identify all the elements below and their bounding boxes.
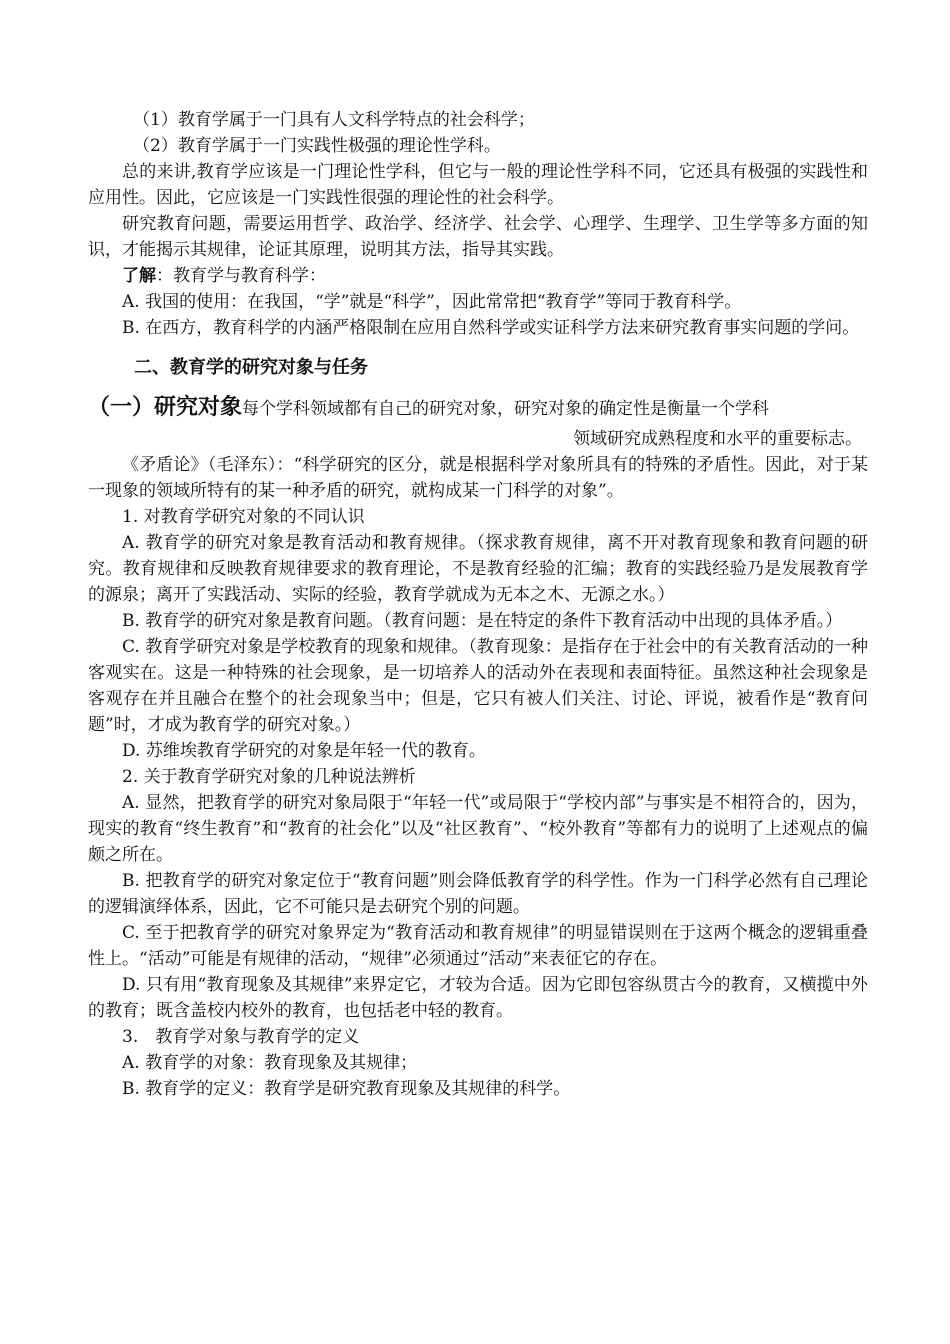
quote-paragraph: 《矛盾论》（毛泽东）：“科学研究的区分，就是根据科学对象所具有的特殊的矛盾性。因此，对于某一现象的领域所特有的某一种矛盾的研究，就构成某一门科学的对象”。 bbox=[88, 455, 868, 501]
analysis-item: D. 只有用“教育现象及其规律”来界定它，才较为合适。因为它即包容纵贯古今的教育，又横揽中外的教育；既含盖校内校外的教育，也包括老中轻的教育。 bbox=[88, 975, 868, 1021]
definition-item: B. 教育学的定义：教育学是研究教育现象及其规律的科学。 bbox=[122, 1079, 571, 1099]
point-1: （1）教育学属于一门具有人文科学特点的社会科学； bbox=[133, 110, 535, 130]
view-item: B. 教育学的研究对象是教育问题。（教育问题：是在特定的条件下教育活动中出现的具体矛盾。） bbox=[122, 611, 843, 631]
understand-label: 了解 bbox=[122, 266, 156, 286]
view-item: C. 教育学研究对象是学校教育的现象和规律。（教育现象：是指存在于社会中的有关教育活动的一种客观实在。这是一种特殊的社会现象，是一切培养人的活动外在表现和表面特征。虽然这种社会现象是客观存在并且融合在整个的社会现象当中；但是，它只有被人们关注、讨论、评说，被看作是“教育问题”时，才成为教育学的研究对象。） bbox=[88, 637, 868, 735]
knowledge-paragraph: 研究教育问题，需要运用哲学、政治学、经济学、社会学、心理学、生理学、卫生学等多方面的知识，才能揭示其规律，论证其原理，说明其方法，指导其实践。 bbox=[88, 214, 868, 260]
understand-line bbox=[88, 263, 868, 289]
analysis-item: C. 至于把教育学的研究对象界定为“教育活动和教育规律”的明显错误则在于这两个概念的逻辑重叠性上。“活动”可能是有规律的活动，“规律”必须通过“活动”来表征它的存在。 bbox=[88, 923, 868, 969]
views-heading-3: 3. 教育学对象与教育学的定义 bbox=[122, 1027, 360, 1047]
views-heading-2: 2. 关于教育学研究对象的几种说法辨析 bbox=[122, 767, 416, 787]
summary-paragraph: 总的来讲,教育学应该是一门理论性学科，但它与一般的理论性学科不同，它还具有极强的实践性和应用性。因此，它应该是一门实践性很强的理论性的社会科学。 bbox=[88, 162, 868, 208]
view-item: A. 教育学的研究对象是教育活动和教育规律。（探求教育规律，离不开对教育现象和教育问题的研究。教育规律和反映教育规律要求的教育理论，不是教育经验的汇编；教育的实践经验乃是发展教育学的源泉；离开了实践活动、实际的经验，教育学就成为无本之木、无源之水。） bbox=[88, 533, 868, 605]
analysis-item: A. 显然，把教育学的研究对象局限于“年轻一代”或局限于“学校内部”与事实是不相符合的，因为，现实的教育“终生教育”和“教育的社会化”以及“社区教育”、“校外教育”等都有力的说明了上述观点的偏颇之所在。 bbox=[88, 793, 868, 865]
subsection-lead-continued: 领域研究成熟程度和水平的重要标志。 bbox=[573, 429, 862, 449]
subsection-lead: 每个学科领域都有自己的研究对象，研究对象的确定性是衡量一个学科 bbox=[242, 399, 770, 419]
definition-item: A. 教育学的对象：教育现象及其规律； bbox=[122, 1053, 418, 1073]
understand-item-b: B. 在西方，教育科学的内涵严格限制在应用自然科学或实证科学方法来研究教育事实问题的学问。 bbox=[122, 318, 860, 338]
subsection-line bbox=[88, 391, 868, 426]
section-heading: 二、教育学的研究对象与任务 bbox=[134, 357, 368, 378]
view-item: D. 苏维埃教育学研究的对象是年轻一代的教育。 bbox=[122, 741, 486, 761]
document-body bbox=[88, 107, 868, 1102]
analysis-item: B. 把教育学的研究对象定位于“教育问题”则会降低教育学的科学性。作为一门科学必然有自己理论的逻辑演绎体系，因此，它不可能只是去研究个别的问题。 bbox=[88, 871, 868, 917]
point-2: （2）教育学属于一门实践性极强的理论性学科。 bbox=[133, 136, 501, 156]
understand-text: ：教育学与教育科学： bbox=[156, 266, 326, 286]
subsection-heading: （一）研究对象 bbox=[88, 395, 243, 420]
views-heading-1: 1. 对教育学研究对象的不同认识 bbox=[122, 507, 365, 527]
understand-item-a: A. 我国的使用：在我国，“学”就是“科学”，因此常常把“教育学”等同于教育科学。 bbox=[122, 292, 742, 312]
